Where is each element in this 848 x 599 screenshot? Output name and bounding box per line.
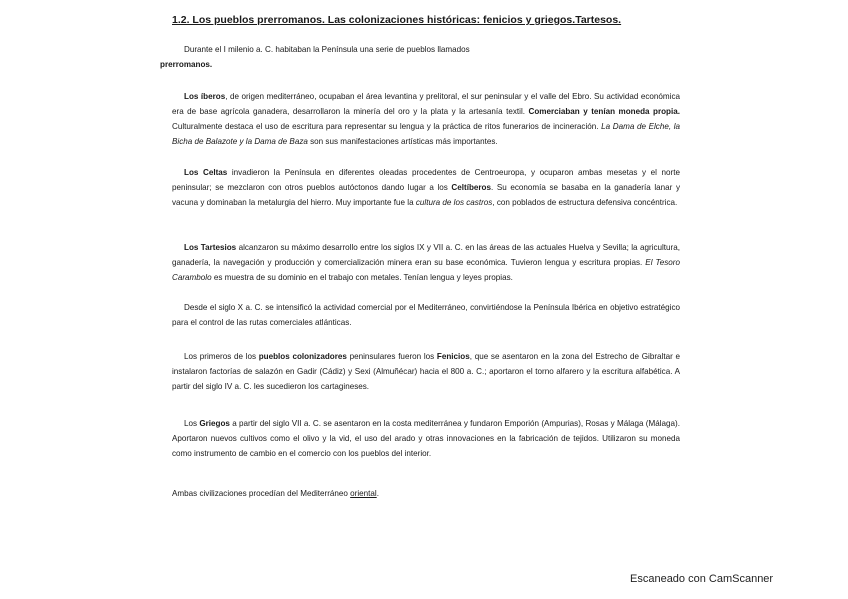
- intro-term: prerromanos.: [160, 60, 213, 69]
- paragraph-griegos: [172, 416, 680, 461]
- paragraph-iberos: [172, 89, 680, 149]
- paragraph-conclusion: [172, 486, 680, 501]
- paragraph-comercio: [172, 300, 680, 330]
- iberos-term: Los íberos: [184, 92, 226, 101]
- tartesios-term: Los Tartesios: [184, 243, 237, 252]
- celtiberos-term: Celtíberos: [451, 183, 492, 192]
- celtas-text-3: , con poblados de estructura defensiva concéntrica.: [492, 198, 678, 207]
- camscanner-watermark: Escaneado con CamScanner: [630, 573, 774, 585]
- comercio-text: Desde el siglo X a. C. se intensificó la actividad comercial por el Mediterráneo, convirtiéndose la Península Ibérica en objetivo estratégico para el control de las rutas comerciales atlánticas.: [172, 303, 680, 327]
- griegos-term: Griegos: [199, 419, 230, 428]
- iberos-art: La Dama de Elche, la Bicha de Balazote y la Dama de Baza: [172, 122, 680, 146]
- iberos-text-2: Culturalmente destaca el uso de escritura para representar su lengua y la práctica de ritos funerarios de incineración.: [172, 122, 602, 131]
- colonizadores-term: pueblos colonizadores: [258, 352, 347, 361]
- paragraph-celtas: [172, 165, 680, 210]
- fenicios-text-1: Los primeros de los: [184, 352, 259, 361]
- paragraph-fenicios: [172, 349, 680, 394]
- paragraph-tartesios: [172, 240, 680, 285]
- fenicios-term: Fenicios: [436, 352, 470, 361]
- iberos-text-1: , de origen mediterráneo, ocupaban el área levantina y prelitoral, el sur peninsular y el valle del Ebro. Su actividad económica era de base agrícola ganadera, desarrollaron la minería del oro y la plata y la artesanía textil.: [172, 92, 680, 116]
- castros-term: cultura de los castros: [415, 198, 493, 207]
- celtas-text-1: invadieron la Península en diferentes oleadas procedentes de Centroeuropa, y ocuparon ambas mesetas y el norte peninsular; se mezclaron con otros pueblos autóctonos dando lugar a los: [172, 168, 680, 192]
- iberos-text-3: son sus manifestaciones artísticas más importantes.: [307, 137, 498, 146]
- intro-text: Durante el I milenio a. C. habitaban la Península una serie de pueblos llamados: [184, 45, 470, 54]
- paragraph-intro: [160, 42, 680, 72]
- celtas-text-2: . Su economía se basaba en la ganadería lanar y vacuna y dominaban la metalurgia del hierro. Muy importante fue la: [172, 183, 680, 207]
- conclusion-end: .: [376, 489, 379, 498]
- celtas-term: Los Celtas: [184, 168, 228, 177]
- fenicios-text-3: , que se asentaron en la zona del Estrecho de Gibraltar e instalaron factorías de salazón en Gadir (Cádiz) y Sexi (Almuñécar) hacia el 800 a. C.; aportaron el torno alfarero y la escritura alfabética. A partir del siglo IV a. C. les sucedieron los cartagineses.: [172, 352, 680, 391]
- tartesios-text-2: es muestra de su dominio en el trabajo con metales. Tenían lengua y leyes propias.: [211, 273, 513, 282]
- griegos-text-1: Los: [184, 419, 200, 428]
- iberos-text-bold: Comerciaban y tenían moneda propia.: [528, 107, 680, 116]
- tartesios-text-1: alcanzaron su máximo desarrollo entre los siglos IX y VII a. C. en las áreas de las actuales Huelva y Sevilla; la agricultura, ganadería, la navegación y producción y comercialización minera eran su base económica. Tuvieron lengua y escritura propias.: [172, 243, 680, 267]
- fenicios-text-2: peninsulares fueron los: [346, 352, 437, 361]
- conclusion-underlined: oriental: [350, 489, 377, 498]
- section-title: 1.2. Los pueblos prerromanos. Las colonizaciones históricas: fenicios y griegos.Tartesos.: [172, 14, 622, 26]
- conclusion-text: Ambas civilizaciones procedían del Mediterráneo: [172, 489, 351, 498]
- griegos-text-2: a partir del siglo VII a. C. se asentaron en la costa mediterránea y fundaron Emporión (Ampurias), Rosas y Málaga (Málaga). Aportaron nuevos cultivos como el olivo y la vid, el uso del arado y otras innovaciones en la fabricación de tejidos. Utilizaron su moneda como instrumento de cambio en el comercio con los pueblos del interior.: [172, 419, 680, 458]
- tesoro-term: El Tesoro Carambolo: [172, 258, 680, 282]
